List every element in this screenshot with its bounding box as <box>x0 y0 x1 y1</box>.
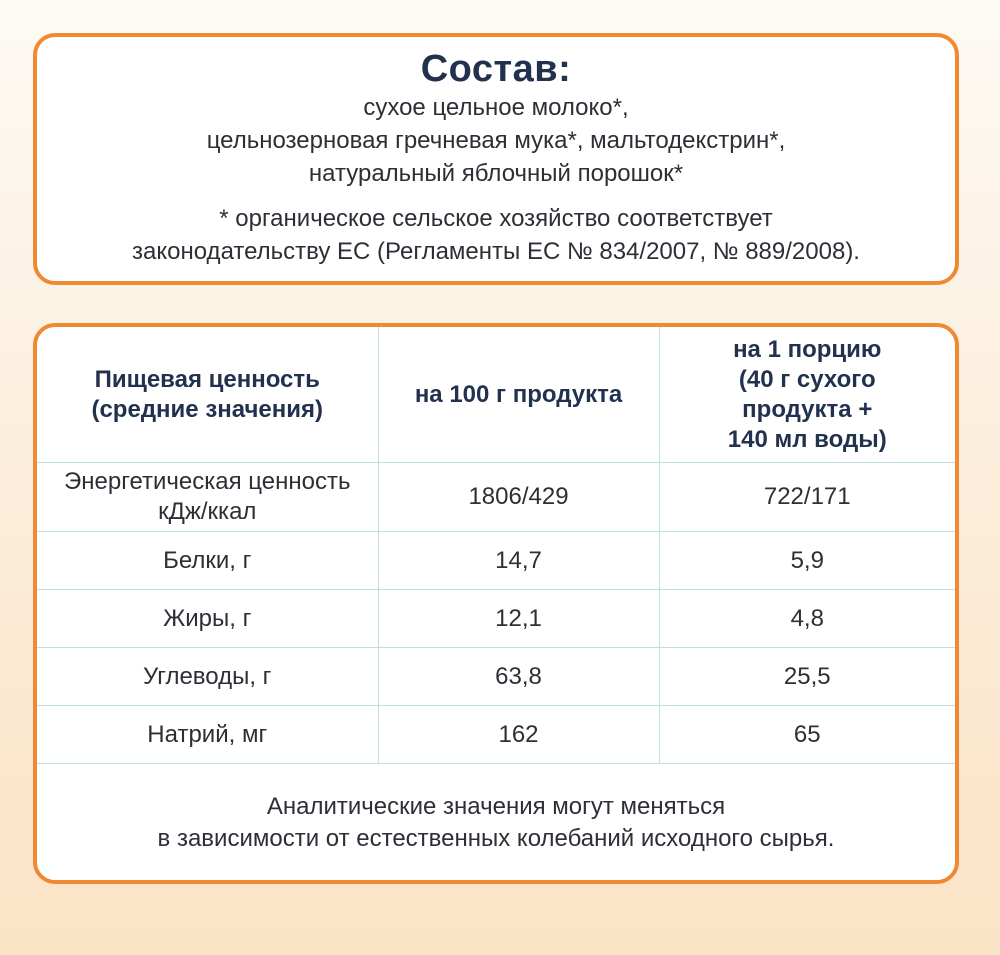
nutrition-panel <box>33 323 959 884</box>
table-header-row <box>37 327 955 463</box>
value-per-serving: 4,8 <box>659 590 955 648</box>
header-per-100g: на 100 г продукта <box>378 327 659 463</box>
value-per-100g: 162 <box>378 706 659 764</box>
row-label: Углеводы, г <box>37 648 378 706</box>
organic-note <box>37 202 955 268</box>
table-row-sodium <box>37 706 955 764</box>
value-per-serving: 25,5 <box>659 648 955 706</box>
header-nutritional-value <box>37 327 378 463</box>
value-per-100g: 12,1 <box>378 590 659 648</box>
footnote-line: в зависимости от естественных колебаний исходного сырья. <box>157 824 835 852</box>
footnote-line: Аналитические значения могут меняться <box>266 792 726 820</box>
value-per-serving: 65 <box>659 706 955 764</box>
ingredients-list <box>37 91 955 190</box>
row-label-line: Энергетическая ценность <box>64 468 351 495</box>
composition-title: Состав: <box>420 48 572 90</box>
analytical-values-footnote <box>37 764 955 882</box>
header-line: (средние значения) <box>91 395 324 423</box>
value-per-100g: 1806/429 <box>378 463 659 532</box>
header-line: (40 г сухого <box>738 365 876 393</box>
value-per-serving: 722/171 <box>659 463 955 532</box>
value-per-100g: 63,8 <box>378 648 659 706</box>
header-per-serving <box>659 327 955 463</box>
organic-note-line: законодательству ЕС (Регламенты ЕС № 834/2007, № 889/2008). <box>132 238 860 265</box>
composition-panel <box>33 33 959 285</box>
table-footnote-row <box>37 764 955 882</box>
table-row-energy <box>37 463 955 532</box>
header-line: 140 мл воды) <box>727 425 887 453</box>
table-row-carbohydrates <box>37 648 955 706</box>
row-label: Белки, г <box>37 532 378 590</box>
organic-note-line: * органическое сельское хозяйство соответствует <box>219 205 773 232</box>
value-per-serving: 5,9 <box>659 532 955 590</box>
row-label: Жиры, г <box>37 590 378 648</box>
row-label <box>37 463 378 532</box>
value-per-100g: 14,7 <box>378 532 659 590</box>
nutrition-table <box>37 327 955 882</box>
table-row-fat <box>37 590 955 648</box>
ingredient-line: натуральный яблочный порошок* <box>308 160 684 187</box>
header-line: на 1 порцию <box>733 335 882 363</box>
row-label: Натрий, мг <box>37 706 378 764</box>
row-label-line: кДж/ккал <box>158 498 257 525</box>
ingredient-line: цельнозерновая гречневая мука*, мальтодекстрин*, <box>206 127 786 154</box>
header-line: продукта + <box>742 395 873 423</box>
header-line: Пищевая ценность <box>94 365 320 393</box>
table-row-protein <box>37 532 955 590</box>
ingredient-line: сухое цельное молоко*, <box>363 94 629 121</box>
